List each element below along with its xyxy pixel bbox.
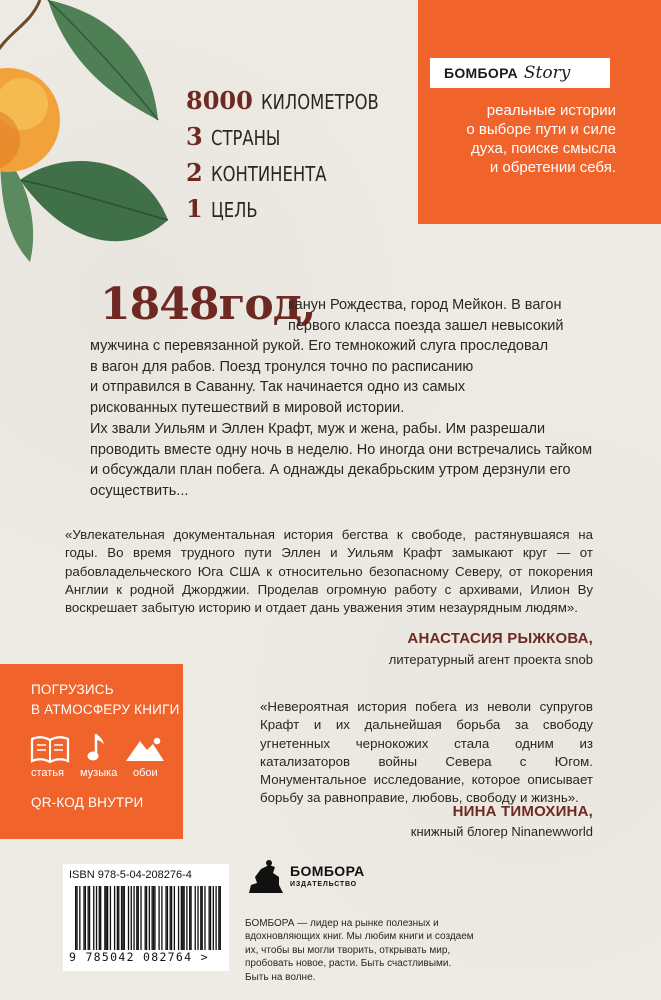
review-author: НИНА ТИМОХИНА, — [452, 803, 593, 820]
barcode-bar — [88, 886, 89, 950]
barcode-bar — [178, 886, 179, 950]
barcode-bar — [99, 886, 100, 950]
barcode-bar — [124, 886, 125, 950]
story-intro-cont: мужчина с перевязанной рукой. Его темнокожий слуга проследовал в вагон для рабов. Поезд тронулся точно по расписанию и отправился в Саванну. Так начинается одно из самых рискованных путешествий в мировой истории. — [90, 338, 549, 416]
barcode-bar — [75, 886, 76, 950]
barcode-bar — [107, 886, 108, 950]
barcode-bar — [204, 886, 205, 950]
series-name: Story — [523, 63, 571, 83]
barcode-bar — [133, 886, 134, 950]
stats-list — [186, 86, 404, 230]
barcode-bar — [189, 886, 190, 950]
barcode-bar — [218, 886, 219, 950]
stat-item: 2 КОНТИНЕНТА — [186, 158, 327, 187]
barcode-bar — [104, 886, 105, 950]
leaf-top — [48, 0, 158, 120]
barcode-bar — [154, 886, 155, 950]
barcode-bar — [171, 886, 172, 950]
barcode-bar — [140, 886, 141, 950]
barcode-bar — [100, 886, 101, 950]
barcode-bar — [83, 886, 84, 950]
barcode-bar — [220, 886, 221, 950]
barcode-bar — [213, 886, 214, 950]
stat-item: 3 СТРАНЫ — [186, 122, 281, 151]
barcode-bars — [75, 886, 221, 950]
review-author-role: литературный агент проекта snob — [388, 652, 593, 667]
isbn-barcode — [63, 864, 229, 971]
promo-block — [0, 664, 183, 839]
barcode-bar — [158, 886, 159, 950]
barcode-bar — [202, 886, 203, 950]
barcode-digits: 9 785042 082764 > — [69, 950, 209, 964]
barcode-bar — [182, 886, 183, 950]
barcode-bar — [170, 886, 171, 950]
publisher-sub: ИЗДАТЕЛЬСТВО — [290, 881, 357, 888]
review-author-role: книжный блогер Ninanewworld — [410, 824, 593, 839]
barcode-bar — [121, 886, 122, 950]
barcode-bar — [85, 886, 86, 950]
barcode-bar — [76, 886, 77, 950]
barcode-bar — [114, 886, 115, 950]
story-paragraph: Их звали Уильям и Эллен Крафт, муж и жена, рабы. Им разрешали проводить вместе одну ночь в неделю. Но иногда они встречались тайком и обсуждали план побега. А однажды декабрьским утром дерзнули его осуществить... — [90, 421, 593, 499]
isbn-label: ISBN 978-5-04-208276-4 — [69, 869, 192, 881]
series-label — [430, 58, 610, 88]
promo-icon-label: музыка — [80, 767, 118, 779]
barcode-bar — [122, 886, 123, 950]
promo-icon-label: обои — [133, 767, 158, 779]
music-note-icon — [87, 732, 107, 764]
series-publisher: БОМБОРА — [444, 65, 518, 81]
barcode-bar — [200, 886, 201, 950]
barcode-bar — [186, 886, 187, 950]
promo-line: ПОГРУЗИСЬ — [31, 682, 114, 697]
review-quote: «Увлекательная документальная история бегства к свободе, растянувшаяся на годы. Во время трудного пути Эллен и Уильям Крафт замыкают круг — от рабовладельческого Юга США к относительно безопасному Северу, от покорения Англии к родной Джорджии. Проделав огромную работу с архивами, Илион Ву воскрешает забытую историю и отдает дань уважения этим незаурядным людям». — [65, 527, 593, 616]
barcode-bar — [145, 886, 146, 950]
barcode-bar — [118, 886, 119, 950]
apricot-branch-illustration — [0, 0, 175, 280]
barcode-bar — [183, 886, 184, 950]
barcode-bar — [117, 886, 118, 950]
barcode-bar — [106, 886, 107, 950]
barcode-bar — [149, 886, 150, 950]
book-icon — [30, 734, 70, 764]
barcode-bar — [181, 886, 182, 950]
promo-line: В АТМОСФЕРУ КНИГИ — [31, 702, 180, 717]
barcode-bar — [136, 886, 137, 950]
publisher-name: БОМБОРА — [290, 863, 365, 879]
barcode-bar — [151, 886, 152, 950]
barcode-bar — [165, 886, 166, 950]
barcode-bar — [195, 886, 196, 950]
review-author: АНАСТАСИЯ РЫЖКОВА, — [407, 630, 593, 647]
barcode-bar — [110, 886, 111, 950]
stat-item: 1 ЦЕЛЬ — [186, 194, 258, 223]
barcode-bar — [197, 886, 198, 950]
publisher-description: БОМБОРА — лидер на рынке полезных и вдохновляющих книг. Мы любим книги и создаем их, чтобы вы могли творить, открывать мир, пробовать новое, расти. Быть счастливыми. Быть на волне. — [245, 918, 474, 983]
story-intro: канун Рождества, город Мейкон. В вагон первого класса поезда зашел невысокий — [288, 297, 564, 334]
barcode-bar — [174, 886, 175, 950]
barcode-bar — [89, 886, 90, 950]
barcode-bar — [79, 886, 80, 950]
promo-icon-label: статья — [31, 767, 65, 779]
barcode-bar — [161, 886, 162, 950]
barcode-bar — [167, 886, 168, 950]
leaf-right — [20, 161, 168, 241]
series-description: реальные истории о выборе пути и силе духа, поиске смысла и обретении себя. — [466, 102, 616, 176]
stat-item: 8000 КИЛОМЕТРОВ — [186, 86, 379, 115]
review-quote: «Невероятная история побега из неволи супругов Крафт и их дальнейшая борьба за свободу угнетенных чернокожих стала одним из катализаторов войны Севера с Югом. Монументальное исследование, которое описывает борьбу за равноправие, любовь, свободу и жизнь». — [260, 699, 593, 806]
story-year: 1848год, — [100, 279, 316, 330]
barcode-bar — [190, 886, 191, 950]
barcode-bar — [131, 886, 132, 950]
barcode-bar — [146, 886, 147, 950]
barcode-bar — [93, 886, 94, 950]
barcode-bar — [138, 886, 139, 950]
barcode-bar — [153, 886, 154, 950]
barcode-bar — [128, 886, 129, 950]
barcode-bar — [215, 886, 216, 950]
barcode-bar — [96, 886, 97, 950]
mountain-icon — [126, 736, 164, 762]
barcode-bar — [210, 886, 211, 950]
qr-hint: QR-КОД ВНУТРИ — [31, 795, 144, 810]
barcode-bar — [208, 886, 209, 950]
